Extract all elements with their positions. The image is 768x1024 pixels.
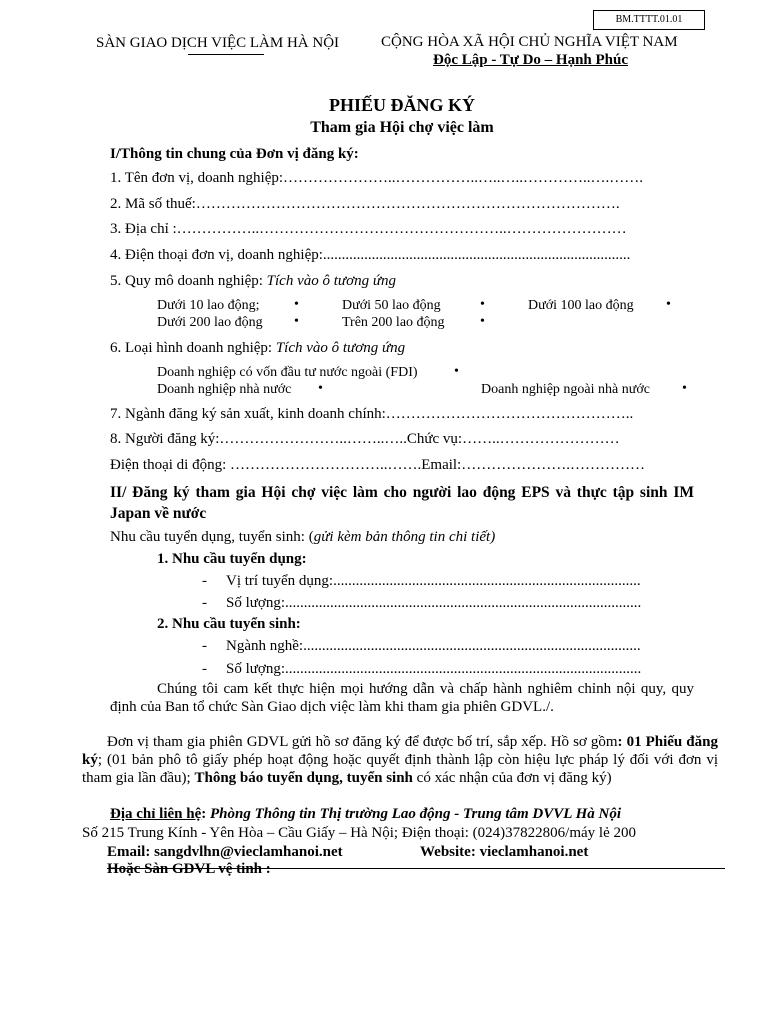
type-option: Doanh nghiệp nhà nước <box>157 382 292 397</box>
scale-option: Trên 200 lao động <box>342 315 445 330</box>
enrollment-heading: 2. Nhu cầu tuyển sinh: <box>157 616 301 632</box>
field-company-name[interactable]: 1. Tên đơn vị, doanh nghiệp:…………………..……………..…..…..…………..….……. <box>110 170 644 186</box>
field-address[interactable]: 3. Địa chỉ :……………..…………………………………………..…………………… <box>110 221 627 237</box>
type-option: Doanh nghiệp ngoài nhà nước <box>481 382 650 397</box>
type-option: Doanh nghiệp có vốn đầu tư nước ngoài (FDI) <box>157 365 418 380</box>
contact-address: Số 215 Trung Kính - Yên Hòa – Cầu Giấy – Hà Nội; Điện thoại: (024)37822806/máy lẻ 200 <box>82 825 636 841</box>
checkbox-bullet[interactable]: • <box>454 364 459 379</box>
contact-colon: : <box>201 806 211 822</box>
country-name: CỘNG HÒA XÃ HỘI CHỦ NGHĨA VIỆT NAM <box>381 34 678 50</box>
contact-website[interactable]: Website: vieclamhanoi.net <box>420 844 589 860</box>
section2-heading: II/ Đăng ký tham gia Hội chợ việc làm cho người lao động EPS và thực tập sinh IM Japan về nước <box>110 484 694 522</box>
scale-option: Dưới 10 lao động; <box>157 298 260 313</box>
contact-line <box>110 806 621 823</box>
satellite-label: Hoặc Sàn GDVL vệ tinh : <box>107 861 271 877</box>
field-hint: Tích vào ô tương ứng <box>266 273 397 289</box>
list-dash: - <box>202 595 207 611</box>
field-tax-code[interactable]: 2. Mã số thuế:…………………………………………………………………………. <box>110 196 620 212</box>
demand-label: Nhu cầu tuyển dụng, tuyển sinh: ( <box>110 529 314 545</box>
checkbox-bullet[interactable]: • <box>666 297 671 312</box>
contact-email[interactable]: Email: sangdvlhn@vieclamhanoi.net <box>107 844 343 860</box>
section1-heading: I/Thông tin chung của Đơn vị đăng ký: <box>110 146 359 162</box>
recruitment-heading: 1. Nhu cầu tuyển dụng: <box>157 551 307 567</box>
checkbox-bullet[interactable]: • <box>480 297 485 312</box>
list-dash: - <box>202 638 207 654</box>
field-registrant[interactable]: 8. Người đăng ký:……………………..……..…..Chức vụ:……..…………………… <box>110 431 620 447</box>
contact-org: Phòng Thông tin Thị trường Lao động - Trung tâm DVVL Hà Nội <box>210 806 622 822</box>
contact-label: Địa chỉ liên hệ <box>110 806 202 822</box>
field-business-sector[interactable]: 7. Ngành đăng ký sản xuất, kinh doanh chính:………………………………………….. <box>110 406 634 422</box>
scale-option: Dưới 200 lao động <box>157 315 263 330</box>
note-text: : 01 Phiếu đăng ký <box>82 734 718 768</box>
submission-note <box>82 733 718 787</box>
field-label: 6. Loại hình doanh nghiệp: <box>110 340 276 356</box>
field-job-position[interactable]: Vị trí tuyển dụng:.................................................................................. <box>226 573 641 589</box>
field-company-scale <box>110 273 396 290</box>
list-dash: - <box>202 573 207 589</box>
checkbox-bullet[interactable]: • <box>682 381 687 396</box>
checkbox-bullet[interactable]: • <box>294 297 299 312</box>
org-name: SÀN GIAO DỊCH VIỆC LÀM HÀ NỘI <box>96 35 340 51</box>
page-title: PHIẾU ĐĂNG KÝ <box>328 95 475 115</box>
note-text: Đơn vị tham gia phiên GDVL gửi hồ sơ đăng ký để được bố trí, sắp xếp. Hồ sơ gồm <box>107 734 618 750</box>
list-dash: - <box>202 661 207 677</box>
commitment-paragraph: Chúng tôi cam kết thực hiện mọi hướng dẫn và chấp hành nghiêm chỉnh nội quy, quy định của Ban tổ chức Sàn Giao dịch việc làm khi tham gia phiên GDVL./. <box>110 681 694 715</box>
note-text: Thông báo tuyển dụng, tuyển sinh <box>194 770 413 786</box>
form-code: BM.TTTT.01.01 <box>593 10 705 30</box>
note-text: ; (01 bản phô tô giấy phép hoạt động hoặc quyết định thành lập còn hiệu lực pháp lý đối với đơn vị tham gia lần đầu); <box>82 752 718 786</box>
checkbox-bullet[interactable]: • <box>318 381 323 396</box>
checkbox-bullet[interactable]: • <box>480 314 485 329</box>
field-label: 5. Quy mô doanh nghiệp: <box>110 273 267 289</box>
demand-intro <box>110 529 495 546</box>
field-mobile-email[interactable]: Điện thoại di động: …………………………..…….Email:………………….…………… <box>110 457 645 473</box>
field-company-type <box>110 340 405 357</box>
field-trade[interactable]: Ngành nghề:.......................................................................................... <box>226 638 641 654</box>
field-hint: Tích vào ô tương ứng <box>275 340 406 356</box>
scale-option: Dưới 100 lao động <box>528 298 634 313</box>
page-subtitle: Tham gia Hội chợ việc làm <box>310 119 494 136</box>
field-enroll-quantity[interactable]: Số lượng:............................................................................................... <box>226 661 642 677</box>
field-recruit-quantity[interactable]: Số lượng:............................................................................................... <box>226 595 642 611</box>
field-company-phone[interactable]: 4. Điện thoại đơn vị, doanh nghiệp:.................................................................................. <box>110 247 631 263</box>
checkbox-bullet[interactable]: • <box>294 314 299 329</box>
demand-hint: gửi kèm bản thông tin chi tiết) <box>313 529 496 545</box>
org-underline <box>188 54 264 55</box>
national-motto: Độc Lập - Tự Do – Hạnh Phúc <box>433 52 629 68</box>
scale-option: Dưới 50 lao động <box>342 298 441 313</box>
note-text: có xác nhận của đơn vị đăng ký) <box>412 770 612 786</box>
